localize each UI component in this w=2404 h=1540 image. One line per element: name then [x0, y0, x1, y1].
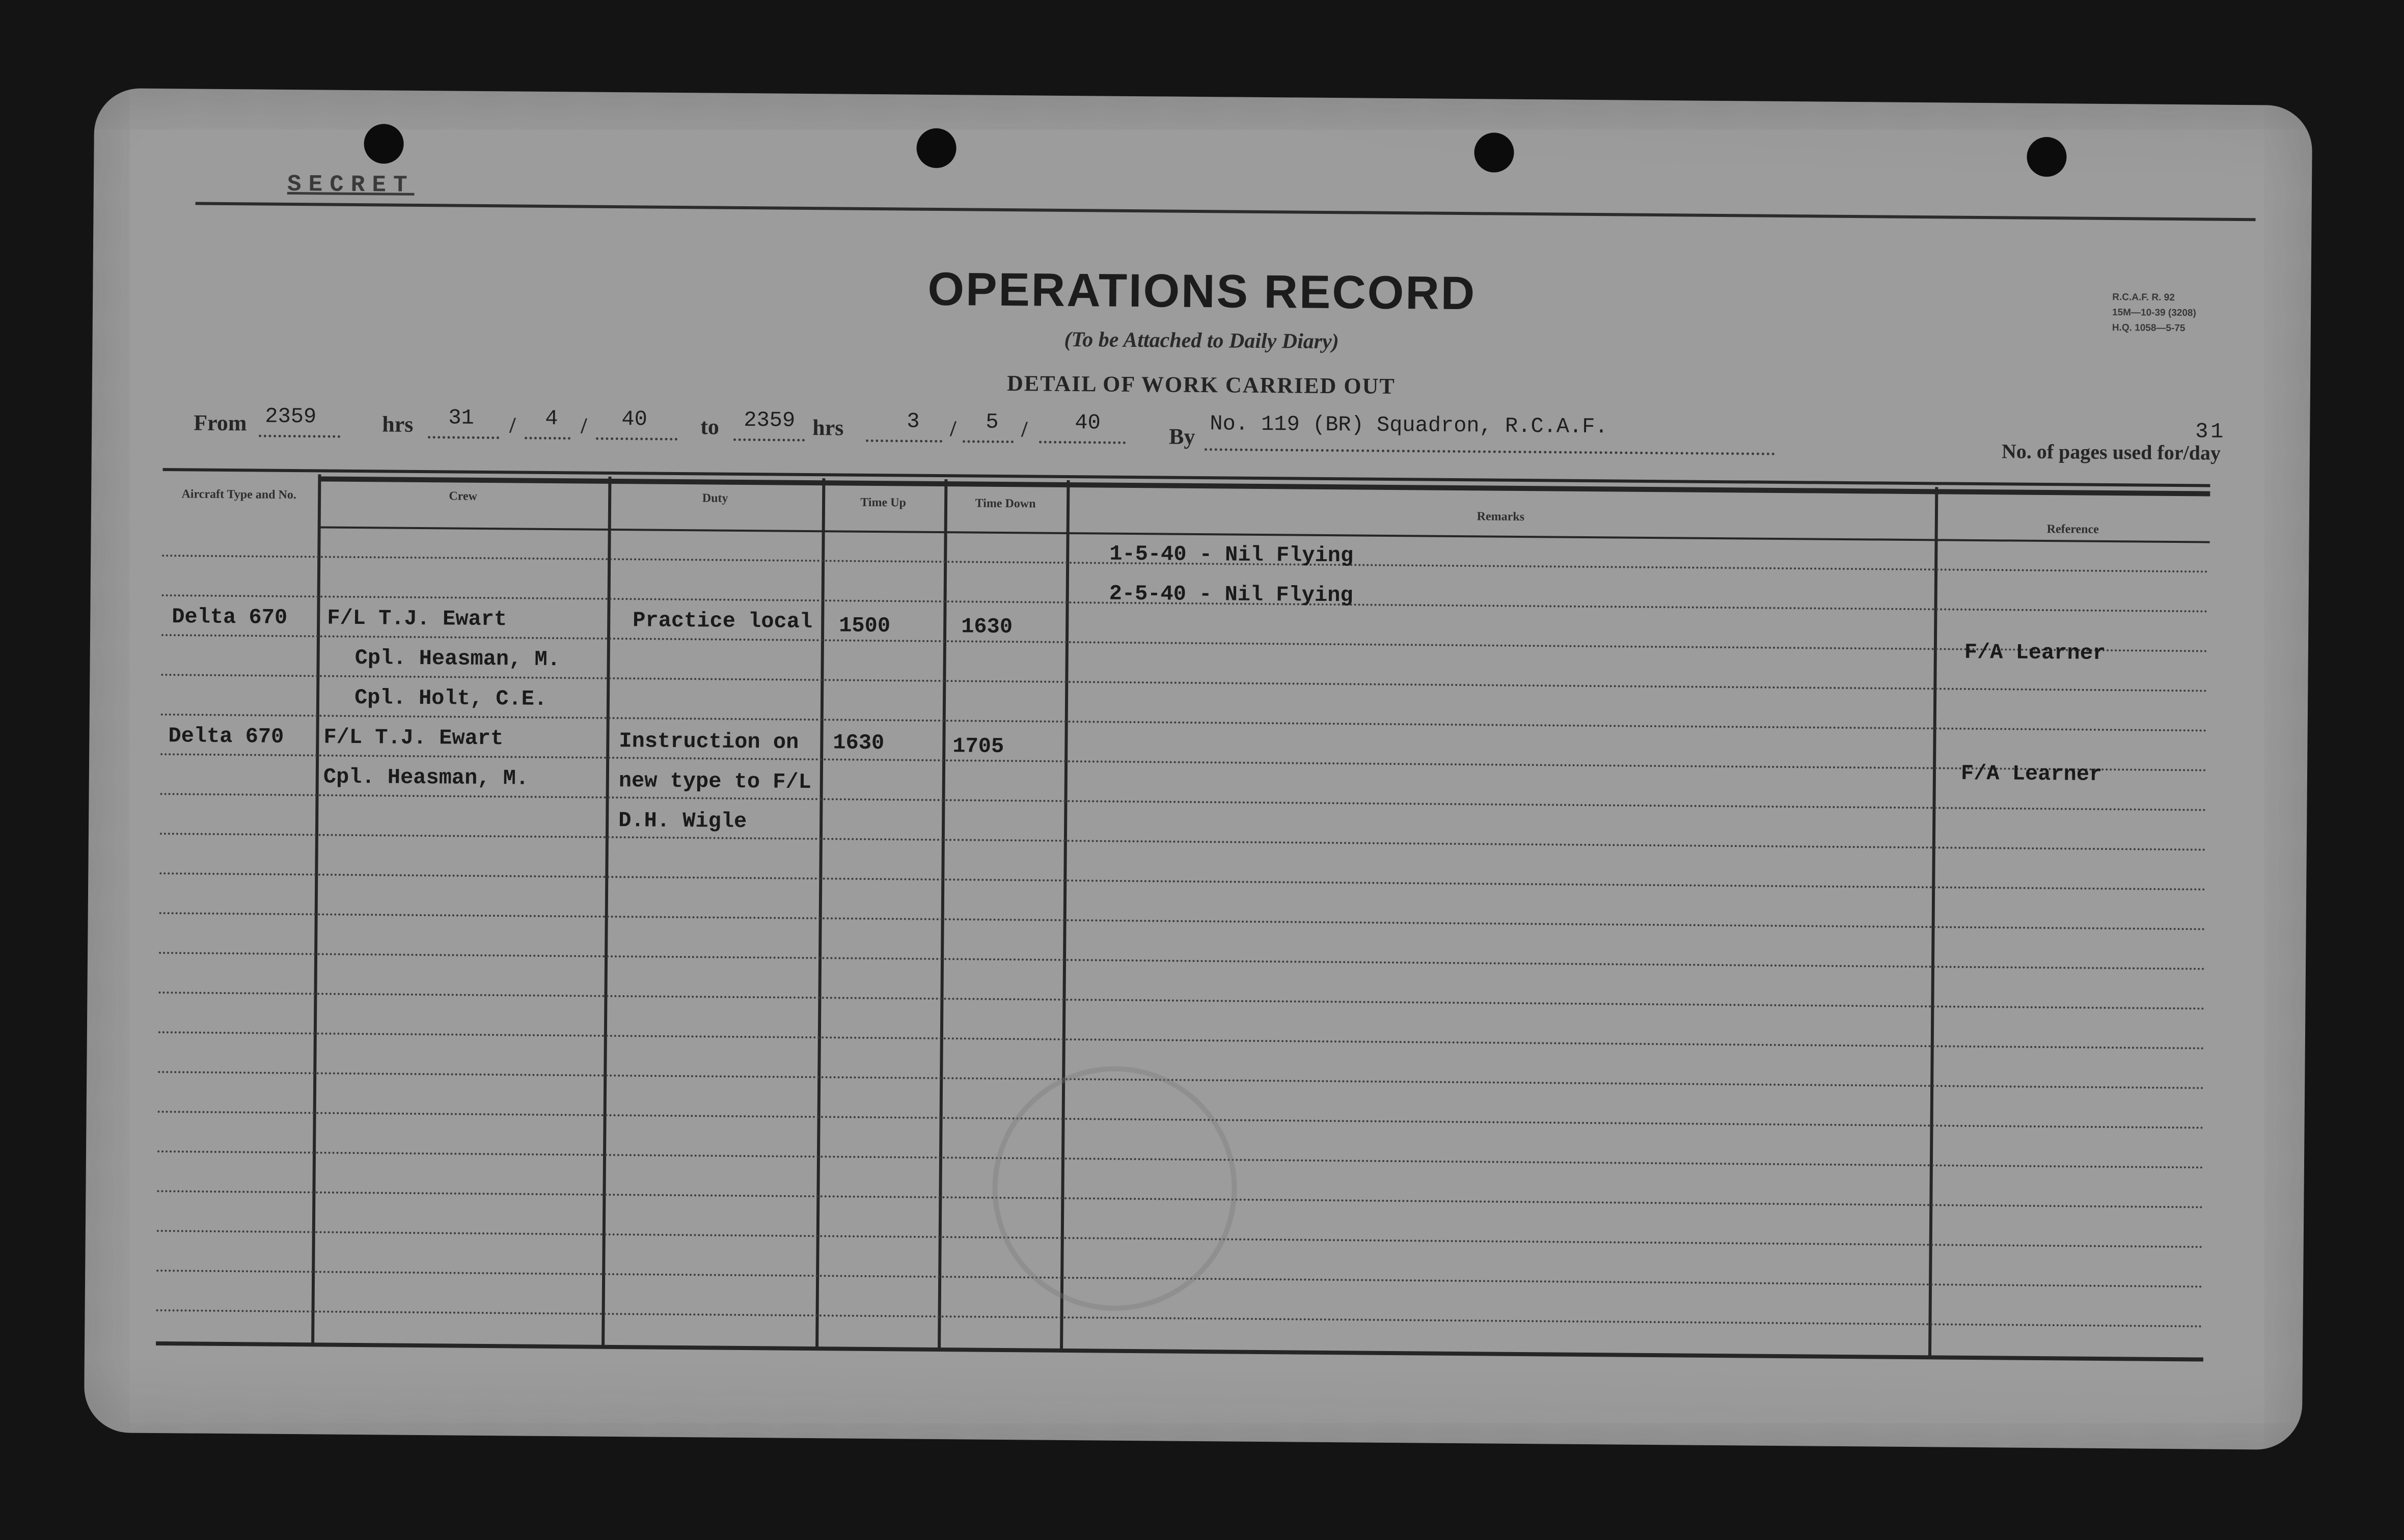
faded-stamp [992, 1065, 1238, 1312]
column-header-aircraft: Aircraft Type and No. [181, 487, 296, 502]
by-label: By [1168, 424, 1195, 449]
slash: / [509, 413, 516, 438]
slash: / [950, 416, 957, 442]
remark-line: 2-5-40 - Nil Flying [1109, 581, 1353, 608]
from-time: 2359 [265, 404, 317, 429]
form-ref-line: 15M—10-39 (3208) [2112, 307, 2196, 319]
time-down-cell: 1705 [952, 734, 1004, 759]
slash: / [581, 413, 587, 438]
column-header-crew: Crew [449, 489, 478, 503]
to-day: 3 [907, 409, 920, 434]
slash: / [1021, 417, 1028, 442]
crew-cell: F/L T.J. Ewart [323, 725, 504, 751]
duty-cell: new type to F/L [618, 768, 812, 795]
duty-cell: D.H. Wigle [618, 808, 747, 834]
detail-heading: DETAIL OF WORK CARRIED OUT [1006, 371, 1396, 399]
from-month: 4 [545, 406, 558, 431]
time-up-cell: 1500 [839, 613, 891, 639]
column-divider [1928, 487, 1938, 1357]
period-line [194, 404, 2226, 466]
duty-cell: Practice local [633, 608, 813, 635]
ruled-line [159, 872, 2207, 891]
fill-dots [733, 438, 805, 442]
punch-hole [364, 124, 404, 164]
column-header-reference: Reference [2046, 522, 2099, 536]
fill-dots [963, 440, 1014, 443]
form-ref-line: H.Q. 1058—5-75 [2112, 322, 2186, 334]
hrs-label: hrs [812, 415, 844, 441]
ruled-line [158, 992, 2206, 1010]
from-label: From [194, 410, 247, 436]
operations-record-form [84, 88, 2313, 1450]
form-ref-line: R.C.A.F. R. 92 [2112, 292, 2175, 304]
secret-label: SECRET [287, 171, 415, 199]
aircraft-cell: Delta 670 [168, 724, 284, 749]
aircraft-cell: Delta 670 [172, 604, 288, 630]
column-divider [311, 474, 321, 1344]
fill-dots [259, 434, 340, 437]
page-title: OPERATIONS RECORD [927, 263, 1477, 320]
pages-value: 1 [2210, 419, 2224, 444]
crew-cell: Cpl. Heasman, M. [354, 645, 561, 672]
from-year: 40 [621, 407, 647, 432]
pages-total: 3 [2195, 419, 2208, 444]
fill-dots [596, 437, 677, 441]
column-header-time-down: Time Down [975, 497, 1036, 511]
from-day: 31 [448, 405, 474, 430]
column-header-time-up: Time Up [860, 496, 906, 510]
to-label: to [700, 414, 720, 439]
pages-label: No. of pages used for/day [2001, 439, 2221, 464]
ruled-line [156, 1309, 2204, 1328]
to-year: 40 [1075, 410, 1101, 435]
hrs-label: hrs [382, 411, 414, 437]
ruled-line [160, 833, 2207, 851]
crew-cell: Cpl. Holt, C.E. [354, 685, 548, 711]
crew-cell: Cpl. Heasman, M. [323, 764, 529, 791]
to-month: 5 [986, 409, 999, 434]
column-header-duty: Duty [702, 491, 728, 505]
fill-dots [1039, 441, 1126, 444]
duty-cell: Instruction on [619, 729, 799, 755]
column-divider [602, 477, 611, 1346]
fill-dots [525, 437, 570, 440]
fill-dots [1205, 448, 1775, 455]
table-bottom-rule [156, 1341, 2203, 1362]
fill-dots [428, 436, 499, 439]
ruled-line [160, 793, 2208, 811]
time-down-cell: 1630 [961, 614, 1013, 640]
page-subtitle: (To be Attached to Daily Diary) [1064, 327, 1339, 354]
fill-dots [866, 439, 942, 443]
ruled-line [159, 912, 2207, 930]
column-divider [815, 478, 825, 1348]
column-divider [938, 479, 947, 1349]
column-header-remarks: Remarks [1477, 510, 1525, 524]
to-time: 2359 [744, 407, 796, 433]
time-up-cell: 1630 [833, 730, 885, 756]
reference-cell: F/A Learner [1960, 761, 2102, 787]
unit-name: No. 119 (BR) Squadron, R.C.A.F. [1210, 411, 1608, 439]
ruled-line [159, 952, 2206, 970]
operations-table [156, 468, 2210, 1370]
header-rule [320, 526, 2210, 543]
punch-hole [1474, 132, 1514, 173]
top-rule [196, 202, 2256, 222]
remark-line: 1-5-40 - Nil Flying [1109, 541, 1354, 568]
punch-hole [2027, 137, 2067, 177]
crew-cell: F/L T.J. Ewart [327, 606, 507, 632]
punch-hole [916, 128, 957, 169]
reference-cell: F/A Learner [1964, 640, 2106, 666]
ruled-line [158, 1031, 2206, 1050]
